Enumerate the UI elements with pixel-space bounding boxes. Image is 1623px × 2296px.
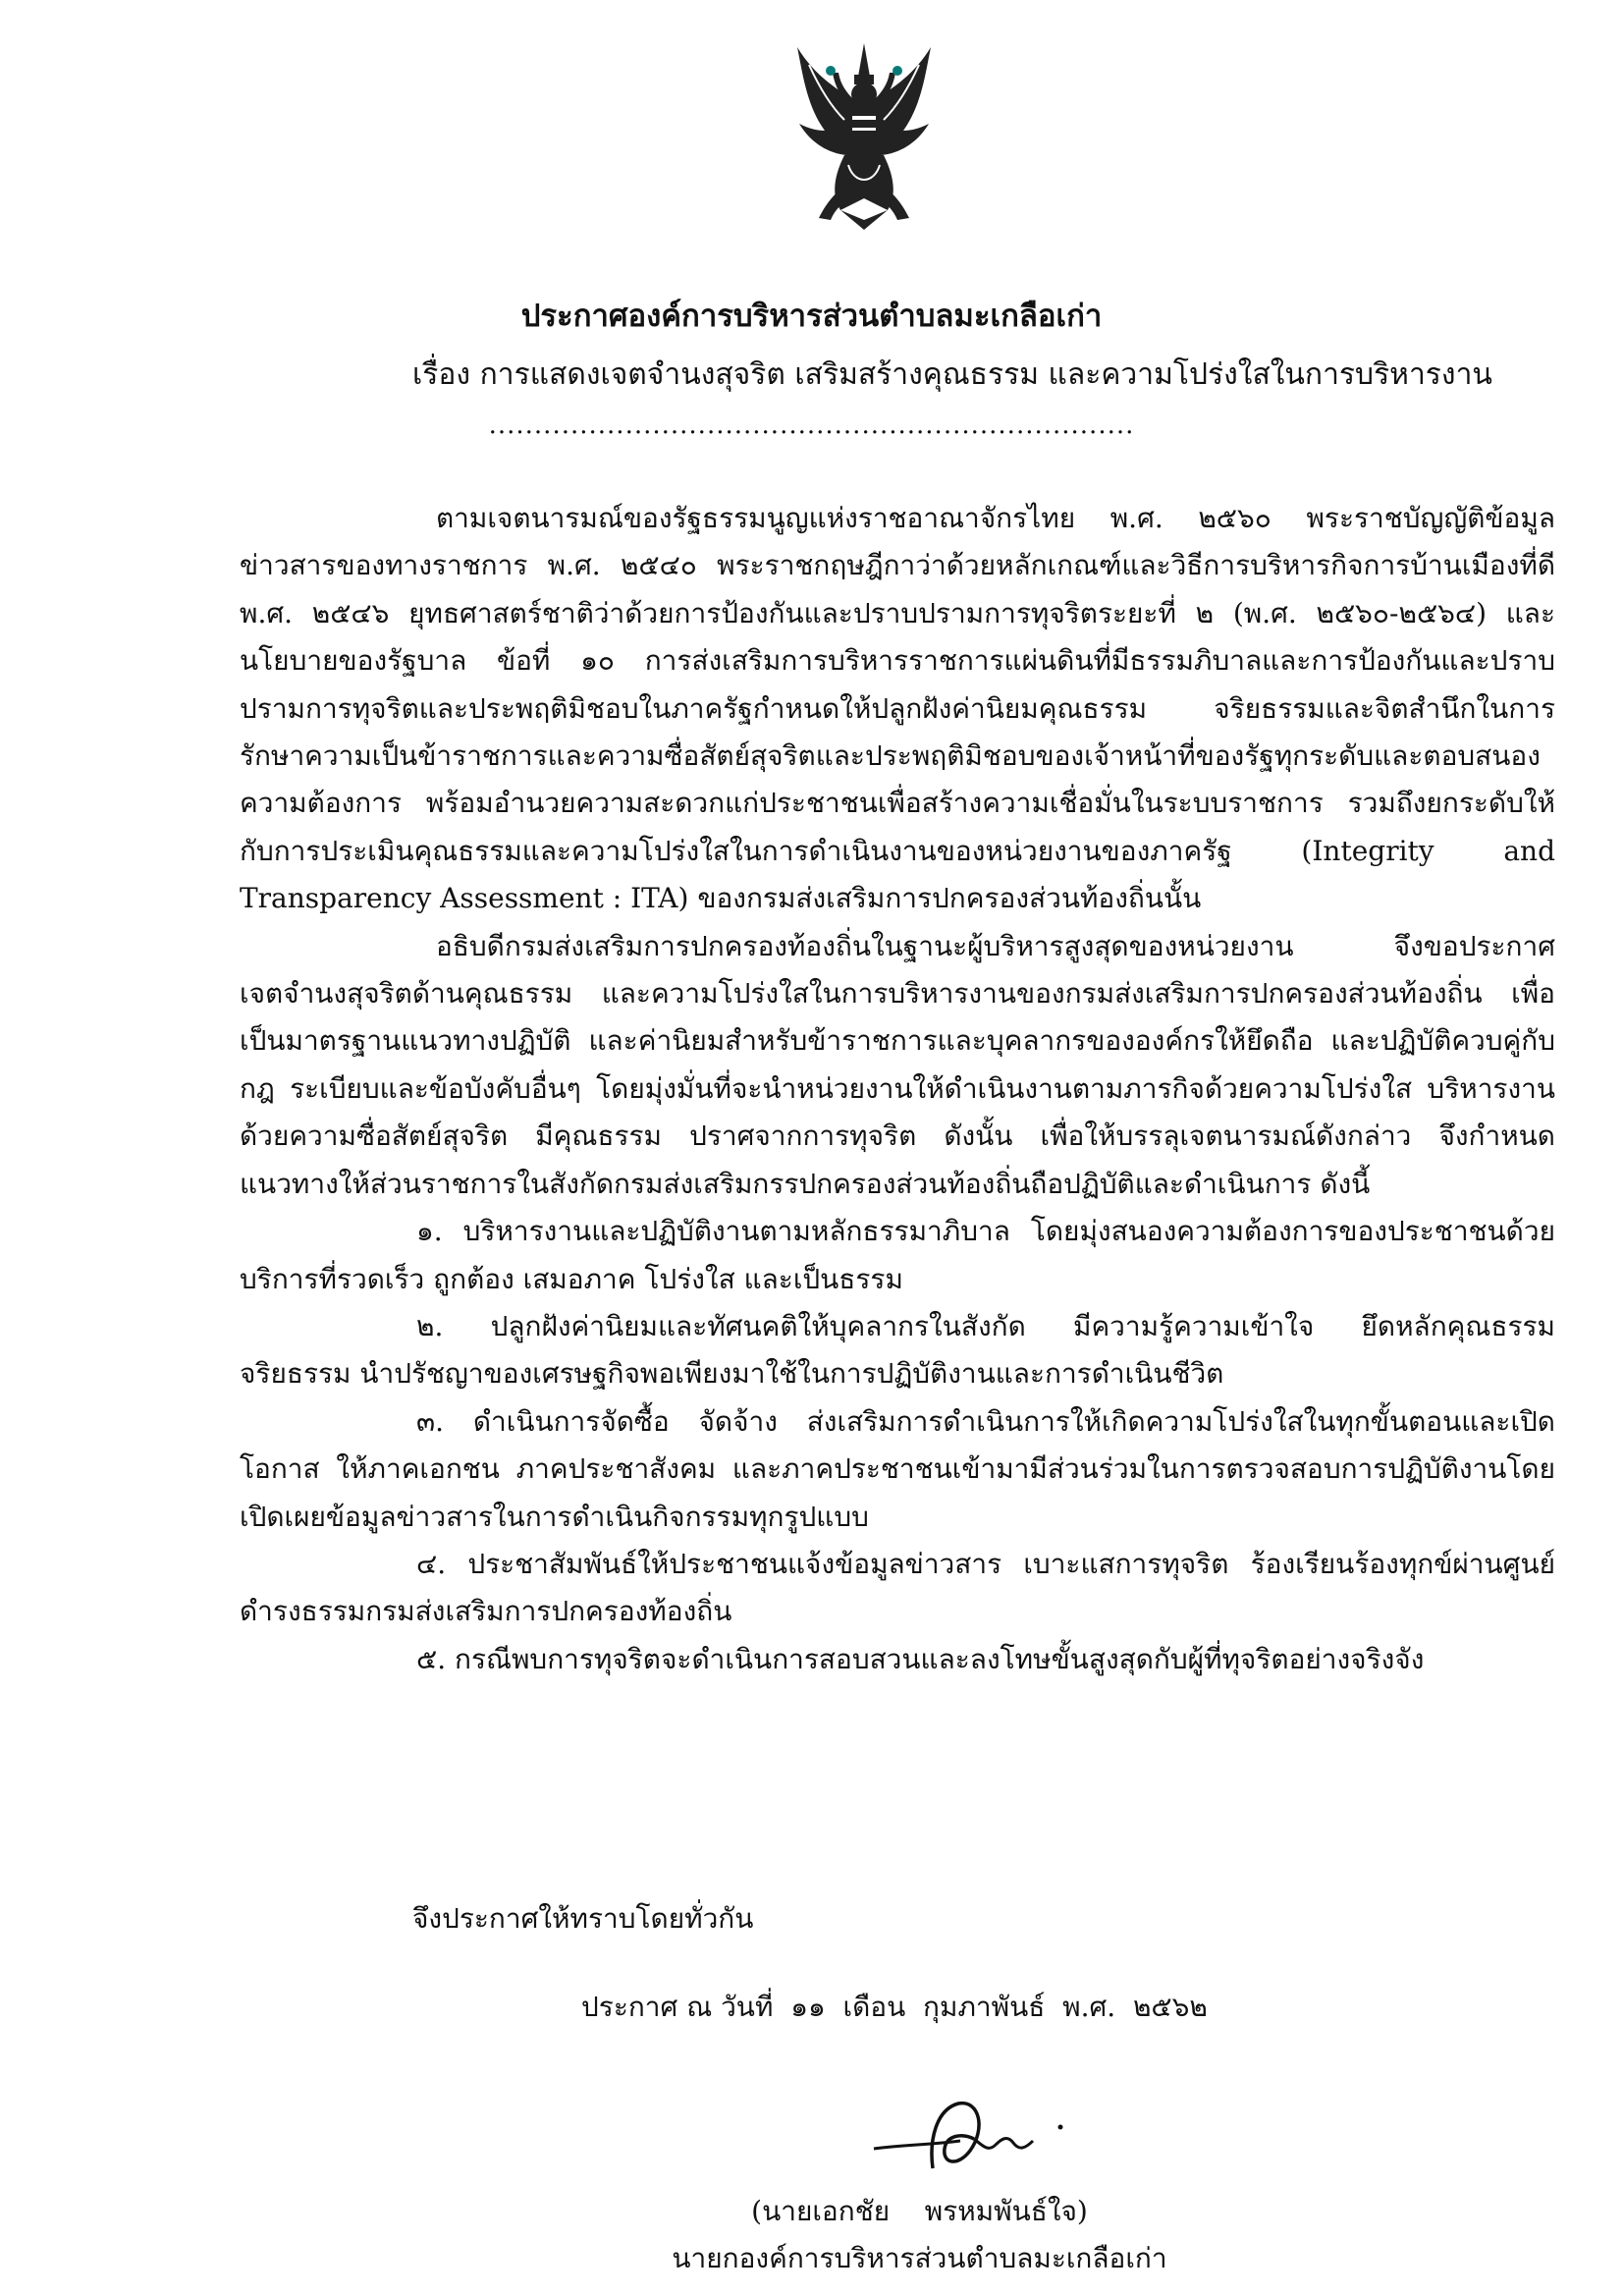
signer-name: (นายเอกชัย พรหมพันธ์ใจ) xyxy=(751,2195,1088,2227)
announcement-date: ประกาศ ณ วันที่ ๑๑ เดือน กุมภาพันธ์ พ.ศ. ๒๕๖๒ xyxy=(581,1991,1208,2023)
announcement-body xyxy=(240,495,1555,1683)
garuda-emblem-icon xyxy=(785,37,943,234)
body-paragraph-1: ตามเจตนารมณ์ของรัฐธรรมนูญแห่งราชอาณาจักรไทย พ.ศ. ๒๕๖๐ พระราชบัญญัติข้อมูลข่าวสารของทางราชการ พ.ศ. ๒๕๔๐ พระราชกฤษฎีกาว่าด้วยหลักเกณฑ์และวิธีการบริหารกิจการบ้านเมืองที่ดี พ.ศ. ๒๕๔๖ ยุทธศาสตร์ชาติว่าด้วยการป้องกันและปราบปรามการทุจริตระยะที่ ๒ (พ.ศ. ๒๕๖๐-๒๕๖๔) และนโยบายของรัฐบาล ข้อที่ ๑๐ การส่งเสริมการบริหารราชการแผ่นดินที่มีธรรมภิบาลและการป้องกันและปราบปรามการทุจริตและประพฤติมิชอบในภาครัฐกำหนดให้ปลูกฝังค่านิยมคุณธรรม จริยธรรมและจิตสำนึกในการรักษาความเป็นข้าราชการและความซื่อสัตย์สุจริตและประพฤติมิชอบของเจ้าหน้าที่ของรัฐทุกระดับและตอบสนองความต้องการ พร้อมอำนวยความสะดวกแก่ประชาชนเพื่อสร้างความเชื่อมั่นในระบบราชการ รวมถึงยกระดับให้กับการประเมินคุณธรรมและความโปร่งใสในการดำเนินงานของหน่วยงานของภาครัฐ (Integrity and Transparency Assessment : ITA) ของกรมส่งเสริมการปกครองส่วนท้องถิ่นนั้น xyxy=(240,502,1555,915)
closing-statement: จึงประกาศให้ทราบโดยทั่วกัน xyxy=(412,1902,754,1935)
list-item-2: ๒. ปลูกฝังค่านิยมและทัศนคติให้บุคลากรในสังกัด มีความรู้ความเข้าใจ ยึดหลักคุณธรรม จริยธรรม นำปรัชญาของเศรษฐกิจพอเพียงมาใช้ในการปฏิบัติงานและการดำเนินชีวิต xyxy=(240,1309,1555,1391)
list-item-4: ๔. ประชาสัมพันธ์ให้ประชาชนแจ้งข้อมูลข่าวสาร เบาะแสการทุจริต ร้องเรียนร้องทุกข์ผ่านศูนย์ดำรงธรรมกรมส่งเสริมการปกครองท้องถิ่น xyxy=(240,1547,1555,1628)
body-paragraph-2: อธิบดีกรมส่งเสริมการปกครองท้องถิ่นในฐานะผู้บริหารสูงสุดของหน่วยงาน จึงขอประกาศเจตจำนงสุจริตด้านคุณธรรม และความโปร่งใสในการบริหารงานของกรมส่งเสริมการปกครองส่วนท้องถิ่น เพื่อเป็นมาตรฐานแนวทางปฏิบัติ และค่านิยมสำหรับข้าราชการและบุคลากรขององค์กรให้ยึดถือ และปฏิบัติควบคู่กับกฎ ระเบียบและข้อบังคับอื่นๆ โดยมุ่งมั่นที่จะนำหน่วยงานให้ดำเนินงานตามภารกิจด้วยความโปร่งใส บริหารงานด้วยความซื่อสัตย์สุจริต มีคุณธรรม ปราศจากการทุจริต ดังนั้น เพื่อให้บรรลุเจตนารมณ์ดังกล่าว จึงกำหนดแนวทางให้ส่วนราชการในสังกัดกรมส่งเสริมกรรปกครองส่วนท้องถิ่นถือปฏิบัติและดำเนินการ ดังนี้ xyxy=(240,929,1555,1200)
announcement-title: ประกาศองค์การบริหารส่วนตำบลมะเกลือเก่า xyxy=(520,299,1103,334)
signer-position: นายกองค์การบริหารส่วนตำบลมะเกลือเก่า xyxy=(672,2242,1167,2274)
list-item-3: ๓. ดำเนินการจัดซื้อ จัดจ้าง ส่งเสริมการดำเนินการให้เกิดความโปร่งใสในทุกขั้นตอนและเปิดโอกาส ให้ภาคเอกชน ภาคประชาสังคม และภาคประชาชนเข้ามามีส่วนร่วมในการตรวจสอบการปฏิบัติงานโดยเปิดเผยข้อมูลข่าวสารในการดำเนินกิจกรรมทุกรูปแบบ xyxy=(240,1404,1555,1533)
handwritten-signature-icon xyxy=(864,2080,1090,2188)
list-item-1: ๑. บริหารงานและปฏิบัติงานตามหลักธรรมาภิบาล โดยมุ่งสนองความต้องการของประชาชนด้วยบริการที่รวดเร็ว ถูกต้อง เสมอภาค โปร่งใส และเป็นธรรม xyxy=(240,1215,1555,1295)
announcement-subject: เรื่อง การแสดงเจตจำนงสุจริต เสริมสร้างคุณธรรม และความโปร่งใสในการบริหารงาน xyxy=(412,357,1492,392)
list-item-5: ๕. กรณีพบการทุจริตจะดำเนินการสอบสวนและลงโทษขั้นสูงสุดกับผู้ที่ทุจริตอย่างจริงจัง xyxy=(416,1642,1425,1675)
dotted-separator: ....................................................................... xyxy=(488,410,1135,440)
